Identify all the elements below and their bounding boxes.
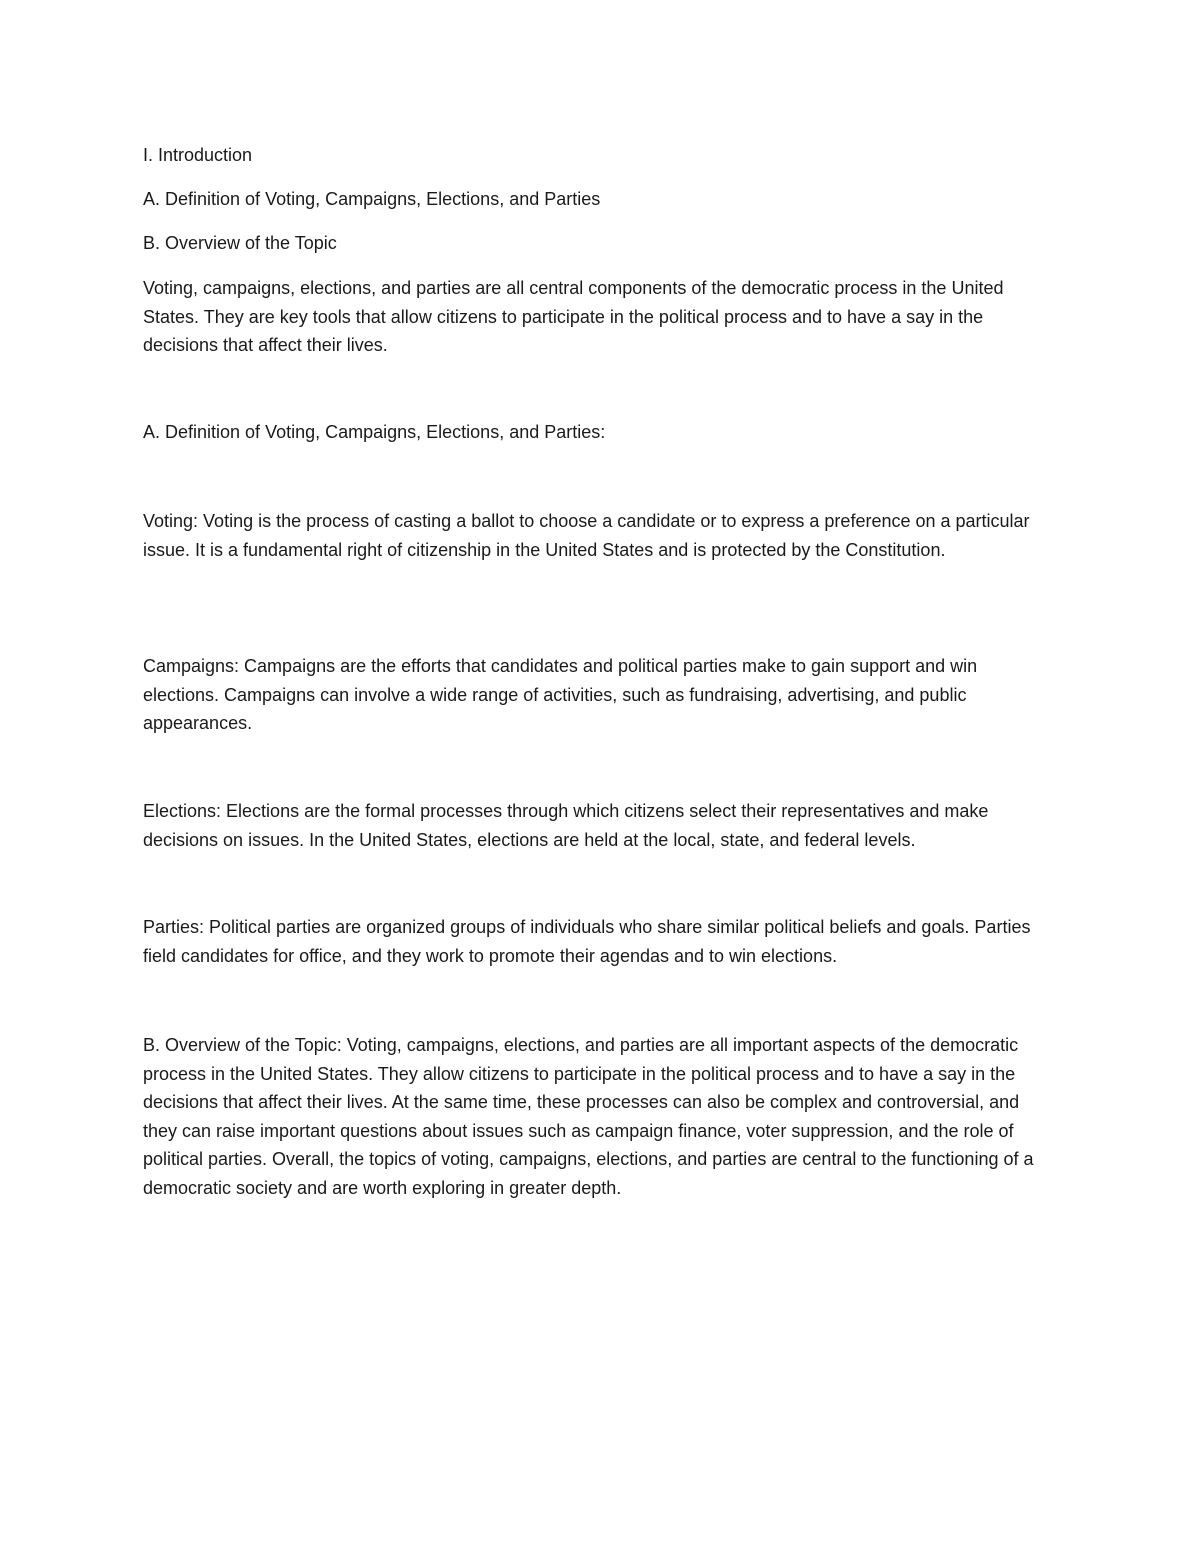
- campaigns-paragraph: Campaigns: Campaigns are the efforts that candidates and political parties make to gain support and win elections. Campaigns can involve a wide range of activities, such as fundraising, advertising, and public appearances.: [143, 656, 978, 733]
- elections-paragraph: Elections: Elections are the formal processes through which citizens select their representatives and make decisions on issues. In the United States, elections are held at the local, state, and federal levels.: [143, 801, 989, 850]
- heading-introduction: I. Introduction: [143, 145, 253, 165]
- overview-paragraph: B. Overview of the Topic: Voting, campaigns, elections, and parties are all important aspects of the democratic process in the United States. They allow citizens to participate in the political process and to have a say in the decisions that affect their lives. At the same time, these processes can also be complex and controversial, and they can raise important questions about issues such as campaign finance, voter suppression, and the role of political parties. Overall, the topics of voting, campaigns, elections, and parties are central to the functioning of a democratic society and are worth exploring in greater depth.: [143, 1035, 1034, 1198]
- outline-item-a: A. Definition of Voting, Campaigns, Elections, and Parties: [143, 189, 601, 209]
- section-a-heading: A. Definition of Voting, Campaigns, Elections, and Parties:: [143, 422, 606, 442]
- intro-paragraph: Voting, campaigns, elections, and parties are all central components of the democratic process in the United States. They are key tools that allow citizens to participate in the political process and to have a say in the decisions that affect their lives.: [143, 278, 1004, 355]
- parties-paragraph: Parties: Political parties are organized groups of individuals who share similar political beliefs and goals. Parties field candidates for office, and they work to promote their agendas and to win elections.: [143, 917, 1031, 966]
- voting-paragraph: Voting: Voting is the process of casting a ballot to choose a candidate or to express a preference on a particular issue. It is a fundamental right of citizenship in the United States and is protected by the Constitution.: [143, 511, 1030, 560]
- outline-item-b: B. Overview of the Topic: [143, 233, 337, 253]
